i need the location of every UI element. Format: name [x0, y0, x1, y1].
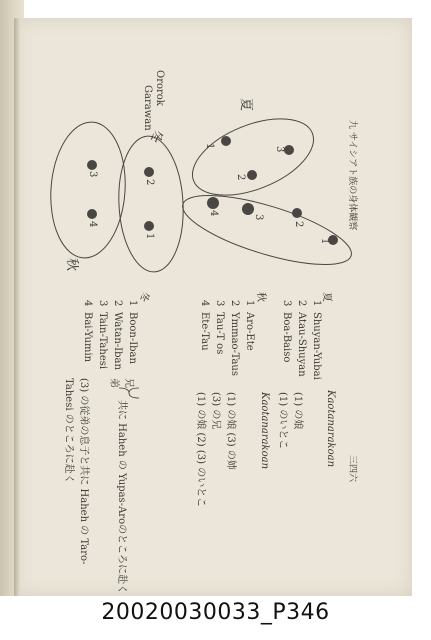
block1-line1-name: Shuyan-Yubai — [311, 312, 322, 380]
running-header: 九 サイシアト族の身体観察 — [347, 120, 357, 231]
block1-line3-note: (1) のいとこ — [277, 392, 288, 450]
block3-line1-name: Boon-Iban — [127, 312, 138, 364]
dot-a1 — [221, 136, 231, 146]
ellipse-winter-right — [115, 134, 186, 273]
dot-c1 — [144, 221, 154, 231]
block3-line4-note: (3) の従弟の息子と共に Haheh の Taro- — [78, 378, 89, 565]
ellipse-summer-upper — [182, 103, 325, 210]
block2-line2-note: (1) の娘 (3) の姉 — [225, 392, 236, 470]
ellipse-winter-left — [46, 120, 129, 261]
dot-b2 — [292, 208, 302, 218]
block3-line2-num: 2 — [112, 300, 123, 307]
block3-line1-num: 1 — [127, 300, 138, 307]
block3-line3-name: Tain-Tahesi — [97, 312, 108, 370]
label-b3: 3 — [253, 214, 264, 221]
block3-heading: 冬 — [138, 292, 149, 302]
block3-continuation: Tahesi のところに赴く — [63, 378, 74, 484]
label-a1: 1 — [204, 143, 215, 150]
block2-line2-num: 2 — [229, 300, 240, 307]
dot-a2 — [247, 170, 257, 180]
bracket-brace-icon — [118, 386, 140, 400]
dot-b3 — [242, 203, 254, 215]
season-label-summer: 夏 — [238, 98, 253, 112]
block2-line3-num: 3 — [214, 300, 225, 307]
block1-line3-num: 3 — [281, 300, 292, 307]
page-number: 三四六 — [347, 455, 357, 483]
label-b2: 2 — [293, 221, 304, 228]
dot-c2 — [144, 167, 154, 177]
block3-line4-name: Bai-Yumin — [82, 312, 93, 363]
group-label-garawan: Garawan — [142, 85, 153, 131]
block2-line1-num: 1 — [244, 300, 255, 307]
dot-b4 — [207, 197, 219, 209]
block3-line3-num: 3 — [97, 300, 108, 307]
image-caption: 20020030033_P346 — [101, 600, 330, 625]
season-label-autumn: 秋 — [64, 258, 79, 272]
block2-subheading: Kaotanarakoan — [259, 392, 270, 470]
label-c2: 2 — [144, 179, 155, 186]
block1-line2-note: (1) の娘 — [292, 392, 303, 430]
block3-bracket-note: 共に Haheh の Yupas-Aroのところに赴く — [116, 400, 127, 595]
block3-line1-note: 兄 — [123, 378, 134, 388]
label-a2: 2 — [235, 174, 246, 181]
block2-line3-name: Tau-T os — [214, 312, 225, 355]
season-label-winter: 冬 — [148, 130, 163, 144]
block2-line1-name: Aro-Ete — [244, 312, 255, 351]
block1-subheading: Kaotanarakoan — [325, 390, 336, 468]
label-d4: 4 — [87, 221, 98, 228]
block3-line4-num: 4 — [82, 300, 93, 307]
group-label-ororok: Ororok — [154, 70, 165, 106]
dot-d4 — [87, 209, 97, 219]
block1-line1-num: 1 — [311, 300, 322, 307]
dot-d3 — [87, 160, 97, 170]
block1-line2-name: Atau-Shuyan — [296, 312, 307, 377]
block2-line3-note: (3) の兄 — [210, 392, 221, 430]
label-b4: 4 — [208, 210, 219, 217]
block1-line3-name: Boa-Baiso — [281, 312, 292, 363]
ellipse-summer-lower — [176, 181, 358, 278]
block2-line4-note: (1) の娘 (2) (3) のいとこ — [195, 392, 206, 508]
block3-line2-name: Watan-Iban — [112, 312, 123, 370]
block1-line2-num: 2 — [296, 300, 307, 307]
label-d3: 3 — [87, 171, 98, 178]
block2-line2-name: Ymmao-Taus — [229, 312, 240, 376]
block2-line4-name: Ete-Tau — [199, 312, 210, 351]
block3-line2-note: 弟 — [108, 378, 119, 388]
block1-heading: 夏 — [321, 292, 332, 302]
block2-line4-num: 4 — [199, 300, 210, 307]
label-a3: 3 — [274, 146, 285, 153]
label-c1: 1 — [144, 233, 155, 240]
label-b1: 1 — [319, 238, 330, 245]
block2-heading: 秋 — [255, 292, 266, 302]
